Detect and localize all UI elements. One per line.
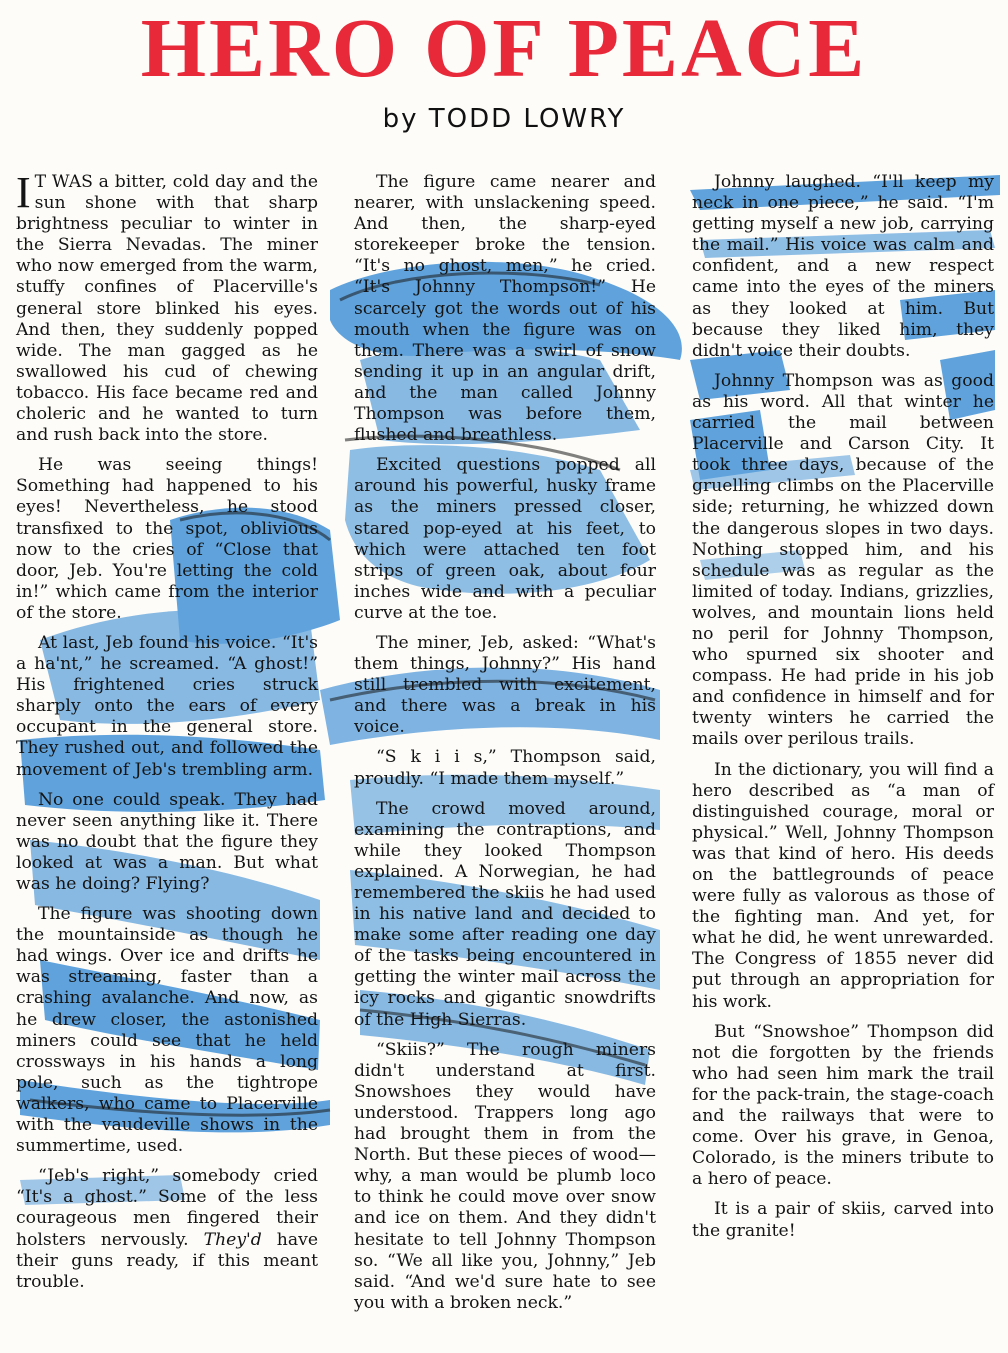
- paragraph: Excited questions popped all around his powerful, husky frame as the miners pressed closer, stared pop-eyed at his feet, to which were attached ten foot strips of green oak, about four inches wide and with a peculiar curve at the toe.: [354, 455, 656, 623]
- paragraph: The crowd moved around, examining the contraptions, and while they looked Thompson explained. A Norwegian, he had remembered the skiis he had used in his native land and decided to make some after reading one day of the tasks being encountered in getting the winter mail across the icy rocks and gigantic snowdrifts of the High Sierras.: [354, 798, 656, 1030]
- text-column-3: [692, 172, 994, 1251]
- paragraph: The miner, Jeb, asked: “What's them things, Johnny?” His hand still trembled with excitement, and there was a break in his voice.: [354, 632, 656, 738]
- paragraph: “S k i i s,” Thompson said, proudly. “I made them myself.”: [354, 747, 656, 789]
- paragraph: No one could speak. They had never seen anything like it. There was no doubt that the figure they looked at was a man. But what was he doing? Flying?: [16, 789, 318, 894]
- paragraph: “Skiis?” The rough miners didn't understand at first. Snowshoes they would have understood. Trappers long ago had brought them in from the North. But these pieces of wood—why, a man would be plumb loco to think he could move over snow and ice on them. And they didn't hesitate to tell Johnny Thompson so. “We all like you, Johnny,” Jeb said. “And we'd sure hate to see you with a broken neck.”: [354, 1039, 656, 1313]
- paragraph: He was seeing things! Something had happened to his eyes! Nevertheless, he stood transfixed to the spot, oblivious now to the cries of “Close that door, Jeb. You're letting the cold in!” which came from the interior of the store.: [16, 455, 318, 623]
- paragraph: “Jeb's right,” somebody cried “It's a ghost.” Some of the less courageous men fingered their holsters nervously. They'd have their guns ready, if this meant trouble.: [16, 1166, 318, 1292]
- drop-cap: I: [16, 168, 31, 217]
- paragraph: The figure was shooting down the mountainside as though he had wings. Over ice and drifts he was streaming, faster than a crashing avalanche. And now, as he drew closer, the astonished miners could see that he held crossways in his hands a long pole, such as the tightrope walkers, who came to Placerville with the vaudeville shows in the summertime, used.: [16, 904, 318, 1157]
- paragraph: But “Snowshoe” Thompson did not die forgotten by the friends who had seen him mark the trail for the pack-train, the stage-coach and the railways that were to come. Over his grave, in Genoa, Colorado, is the miners tribute to a hero of peace.: [692, 1021, 994, 1190]
- paragraph: I T WAS a bitter, cold day and the sun shone with that sharp brightness peculiar to winter in the Sierra Nevadas. The miner who now emerged from the warm, stuffy confines of Placerville's general store blinked his eyes. And then, they suddenly popped wide. The man gagged as he swallowed his cud of chewing tobacco. His face became red and choleric and he wanted to turn and rush back into the store.: [16, 168, 318, 446]
- paragraph: At last, Jeb found his voice. “It's a ha'nt,” he screamed. “A ghost!” His frightened cries struck sharply onto the ears of every occupant in the general store. They rushed out, and followed the movement of Jeb's trembling arm.: [16, 632, 318, 780]
- paragraph: The figure came nearer and nearer, with unslackening speed. And then, the sharp-eyed storekeeper broke the tension. “It's no ghost, men,” he cried. “It's Johnny Thompson!” He scarcely got the words out of his mouth when the figure was on them. There was a swirl of snow sending it up in an angular drift, and the man called Johnny Thompson was before them, flushed and breathless.: [354, 172, 656, 446]
- article-title: HERO OF PEACE: [140, 2, 868, 95]
- byline: by TODD LOWRY: [382, 104, 626, 134]
- paragraph: In the dictionary, you will find a hero described as “a man of distinguished courage, moral or physical.” Well, Johnny Thompson was that kind of hero. His deeds on the battlegrounds of peace were fully as valorous as those of the fighting man. And yet, for what he did, he went unrewarded. The Congress of 1855 never did put through an appropriation for his work.: [692, 759, 994, 1012]
- paragraph: Johnny Thompson was as good as his word. All that winter he carried the mail between Placerville and Carson City. It took three days, because of the gruelling climbs on the Placerville side; returning, he whizzed down the dangerous slopes in two days. Nothing stopped him, and his schedule was as regular as the limited of today. Indians, grizzlies, wolves, and mountain lions held no peril for Johnny Thompson, who spurned six shooter and compass. He had pride in his job and confidence in himself and for twenty winters he carried the mails over perilous trails.: [692, 370, 994, 750]
- text-column-2: [354, 172, 656, 1323]
- paragraph: Johnny laughed. “I'll keep my neck in one piece,” he said. “I'm getting myself a new job, carrying the mail.” His voice was calm and confident, and a new respect came into the eyes of the miners as they looked at him. But because they liked him, they didn't voice their doubts.: [692, 172, 994, 361]
- paragraph: It is a pair of skiis, carved into the granite!: [692, 1199, 994, 1241]
- text-column-1: [16, 168, 318, 1302]
